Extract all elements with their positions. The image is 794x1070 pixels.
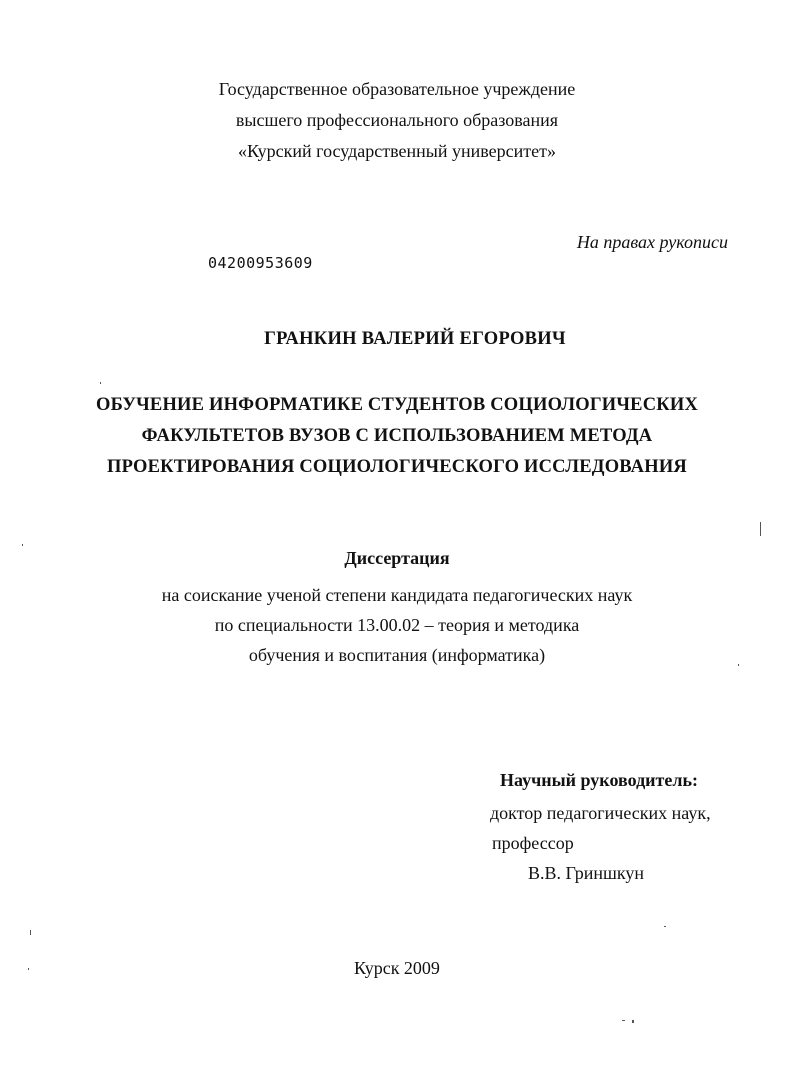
scan-speck [100, 382, 101, 384]
scan-speck [632, 1020, 634, 1023]
scan-speck [738, 664, 739, 666]
degree-line: на соискание ученой степени кандидата педагогических наук [161, 585, 633, 605]
document-type: Диссертация [344, 548, 450, 568]
city-year: Курск 2009 [354, 958, 440, 978]
institution-line: Государственное образовательное учреждение [218, 79, 576, 99]
supervisor-name: В.В. Гриншкун [528, 863, 645, 883]
dissertation-title [0, 390, 794, 483]
institution-line: «Курский государственный университет» [237, 141, 557, 161]
title-line: ПРОЕКТИРОВАНИЯ СОЦИОЛОГИЧЕСКОГО ИССЛЕДОВАНИЯ [107, 457, 687, 477]
supervisor-degree: доктор педагогических наук, [490, 803, 711, 823]
degree-block [0, 580, 794, 670]
title-line: ФАКУЛЬТЕТОВ ВУЗОВ С ИСПОЛЬЗОВАНИЕМ МЕТОДА [141, 426, 653, 446]
scan-speck [664, 926, 666, 927]
degree-line: обучения и воспитания (информатика) [248, 645, 546, 665]
document-number: 04200953609 [208, 254, 313, 272]
institution-line: высшего профессионального образования [235, 110, 559, 130]
title-line: ОБУЧЕНИЕ ИНФОРМАТИКЕ СТУДЕНТОВ СОЦИОЛОГИЧЕСКИХ [95, 395, 699, 415]
scan-speck [30, 930, 31, 935]
author-name: ГРАНКИН ВАЛЕРИЙ ЕГОРОВИЧ [264, 329, 566, 349]
institution-block [0, 74, 794, 167]
scan-speck [622, 1020, 625, 1021]
degree-line: по специальности 13.00.02 – теория и методика [214, 615, 580, 635]
scan-speck [28, 968, 29, 970]
supervisor-block [480, 770, 780, 893]
scan-speck [22, 544, 23, 546]
supervisor-rank: профессор [492, 833, 574, 853]
supervisor-heading: Научный руководитель: [500, 770, 698, 790]
scan-speck [760, 522, 761, 536]
rights-note: На правах рукописи [576, 232, 728, 252]
